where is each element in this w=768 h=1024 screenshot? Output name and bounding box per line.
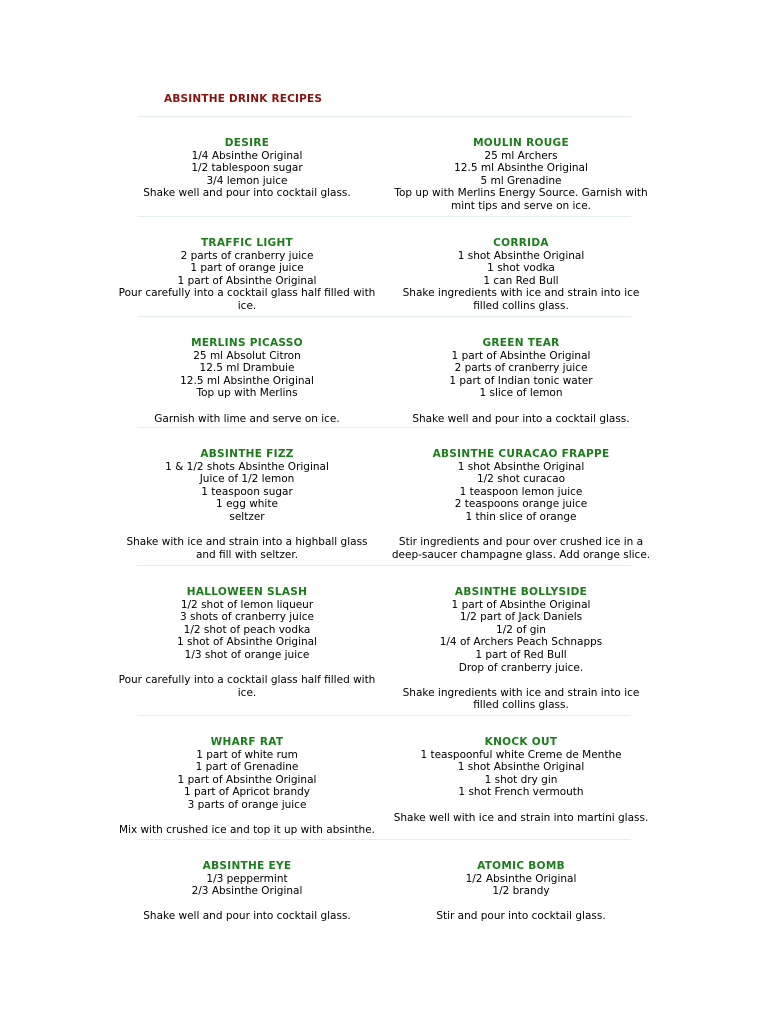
recipe-card bbox=[110, 586, 384, 699]
recipe-card bbox=[384, 586, 658, 712]
recipe-line: Top up with Merlins Energy Source. Garnish with bbox=[394, 187, 648, 200]
recipe-line: Top up with Merlins bbox=[196, 387, 298, 400]
recipe-line: Garnish with lime and serve on ice. bbox=[154, 412, 340, 425]
row-divider bbox=[137, 316, 631, 317]
recipe-line: 25 ml Archers bbox=[484, 149, 558, 162]
recipe-line: 1 shot vodka bbox=[487, 262, 555, 275]
recipe-card bbox=[110, 137, 384, 200]
recipe-line: filled collins glass. bbox=[473, 699, 569, 712]
recipe-line: Mix with crushed ice and top it up with absinthe. bbox=[119, 824, 375, 837]
recipe-name: ABSINTHE EYE bbox=[202, 860, 292, 872]
recipe-name: ABSINTHE FIZZ bbox=[200, 448, 294, 460]
recipe-line: 1 teaspoonful white Creme de Menthe bbox=[420, 748, 622, 761]
row-divider bbox=[137, 427, 631, 428]
spacer bbox=[110, 898, 384, 911]
recipe-card bbox=[384, 337, 658, 425]
spacer bbox=[384, 898, 658, 911]
row-divider bbox=[137, 216, 631, 217]
recipe-name: MOULIN ROUGE bbox=[473, 137, 569, 149]
recipe-line: 3 parts of orange juice bbox=[187, 798, 307, 811]
recipe-line: 25 ml Absolut Citron bbox=[193, 349, 301, 362]
recipe-line: 1 part of Indian tonic water bbox=[449, 374, 593, 387]
recipe-line: 1 shot French vermouth bbox=[458, 786, 584, 799]
recipe-name: ABSINTHE BOLLYSIDE bbox=[454, 586, 588, 598]
recipe-line: deep-saucer champagne glass. Add orange slice. bbox=[391, 548, 651, 561]
recipe-name: DESIRE bbox=[224, 137, 270, 149]
recipe-line: 1/2 shot curacao bbox=[476, 473, 566, 486]
recipe-card bbox=[384, 736, 658, 824]
recipe-name: ABSINTHE CURACAO FRAPPE bbox=[432, 448, 610, 460]
recipe-line: Shake well and pour into a cocktail glass. bbox=[412, 412, 630, 425]
recipe-line: 12.5 ml Absinthe Original bbox=[180, 374, 314, 387]
recipe-line: 1 part of Grenadine bbox=[195, 761, 299, 774]
recipe-name: WHARF RAT bbox=[210, 736, 284, 748]
recipe-line: mint tips and serve on ice. bbox=[450, 199, 592, 212]
recipe-card bbox=[110, 337, 384, 425]
recipe-line: 1/2 Absinthe Original bbox=[465, 872, 577, 885]
recipe-line: ice. bbox=[237, 686, 257, 699]
spacer bbox=[110, 812, 384, 825]
recipe-line: 2/3 Absinthe Original bbox=[191, 885, 303, 898]
recipe-line: 2 parts of cranberry juice bbox=[180, 249, 314, 262]
recipe-line: 1 teaspoon lemon juice bbox=[459, 485, 583, 498]
recipe-line: Pour carefully into a cocktail glass half filled with bbox=[118, 674, 376, 687]
recipe-line: Juice of 1/2 lemon bbox=[199, 473, 295, 486]
recipe-line: 1 part of Absinthe Original bbox=[177, 773, 317, 786]
recipe-line: 1 & 1/2 shots Absinthe Original bbox=[165, 460, 329, 473]
recipe-line: 5 ml Grenadine bbox=[480, 174, 562, 187]
recipe-line: Shake ingredients with ice and strain into ice bbox=[402, 686, 640, 699]
recipe-card bbox=[384, 137, 658, 213]
recipe-line: Stir ingredients and pour over crushed ice in a bbox=[398, 536, 644, 549]
recipe-line: filled collins glass. bbox=[473, 299, 569, 312]
recipe-name: TRAFFIC LIGHT bbox=[200, 237, 294, 249]
recipe-line: 1 shot Absinthe Original bbox=[457, 460, 585, 473]
recipe-card bbox=[110, 860, 384, 923]
recipe-line: 2 parts of cranberry juice bbox=[454, 362, 588, 375]
recipe-line: Shake ingredients with ice and strain into ice bbox=[402, 287, 640, 300]
recipe-name: ATOMIC BOMB bbox=[477, 860, 565, 872]
recipe-card bbox=[110, 736, 384, 837]
recipe-card bbox=[384, 237, 658, 313]
row-divider bbox=[137, 565, 631, 566]
recipe-line: 1 slice of lemon bbox=[479, 387, 563, 400]
row-divider bbox=[137, 116, 631, 117]
recipe-line: 1/4 of Archers Peach Schnapps bbox=[439, 636, 603, 649]
spacer bbox=[110, 524, 384, 537]
recipe-line: 1 part of white rum bbox=[196, 748, 298, 761]
recipe-line: 1 shot Absinthe Original bbox=[457, 249, 585, 262]
row-divider bbox=[137, 839, 631, 840]
recipe-line: 1/3 peppermint bbox=[206, 872, 288, 885]
recipe-line: seltzer bbox=[229, 510, 265, 523]
recipe-card bbox=[110, 448, 384, 561]
recipe-line: 1 shot Absinthe Original bbox=[457, 761, 585, 774]
page-title: ABSINTHE DRINK RECIPES bbox=[164, 93, 323, 105]
recipe-line: Drop of cranberry juice. bbox=[458, 661, 584, 674]
spacer bbox=[384, 400, 658, 413]
recipe-name: KNOCK OUT bbox=[484, 736, 558, 748]
recipe-line: Shake with ice and strain into a highball glass bbox=[126, 536, 368, 549]
recipe-card bbox=[384, 860, 658, 923]
recipe-line: 1/2 shot of lemon liqueur bbox=[180, 598, 314, 611]
recipe-line: 1/3 shot of orange juice bbox=[184, 648, 310, 661]
recipe-name: CORRIDA bbox=[493, 237, 549, 249]
recipe-line: 3/4 lemon juice bbox=[206, 174, 288, 187]
recipe-line: 1/2 tablespoon sugar bbox=[191, 162, 303, 175]
spacer bbox=[110, 400, 384, 413]
spacer bbox=[384, 674, 658, 687]
recipe-line: 1 part of orange juice bbox=[190, 262, 304, 275]
row-divider bbox=[137, 715, 631, 716]
recipe-name: MERLINS PICASSO bbox=[191, 337, 303, 349]
recipe-line: 1/2 brandy bbox=[492, 885, 550, 898]
recipe-line: Pour carefully into a cocktail glass half filled with bbox=[118, 287, 376, 300]
recipe-line: 1 part of Apricot brandy bbox=[183, 786, 311, 799]
recipe-line: ice. bbox=[237, 299, 257, 312]
spacer bbox=[384, 524, 658, 537]
recipe-line: 1/4 Absinthe Original bbox=[191, 149, 303, 162]
spacer bbox=[110, 662, 384, 675]
recipe-line: and fill with seltzer. bbox=[195, 548, 299, 561]
recipe-line: 1 shot of Absinthe Original bbox=[176, 636, 318, 649]
recipe-line: 1 teaspoon sugar bbox=[201, 485, 293, 498]
recipe-line: 1 shot dry gin bbox=[484, 773, 558, 786]
recipe-line: 1 egg white bbox=[216, 498, 278, 511]
recipe-line: 1/2 of gin bbox=[496, 623, 546, 636]
spacer bbox=[384, 799, 658, 812]
recipe-line: 1 part of Absinthe Original bbox=[451, 598, 591, 611]
recipe-line: 12.5 ml Drambuie bbox=[199, 362, 295, 375]
recipe-line: Stir and pour into cocktail glass. bbox=[436, 910, 606, 923]
recipe-line: 1/2 part of Jack Daniels bbox=[459, 611, 583, 624]
recipe-line: 12.5 ml Absinthe Original bbox=[454, 162, 588, 175]
recipe-line: Shake well and pour into cocktail glass. bbox=[143, 187, 351, 200]
recipe-line: Shake well and pour into cocktail glass. bbox=[143, 910, 351, 923]
recipe-line: 1 part of Absinthe Original bbox=[451, 349, 591, 362]
recipe-line: Shake well with ice and strain into martini glass. bbox=[393, 811, 649, 824]
recipe-line: 1 thin slice of orange bbox=[465, 510, 577, 523]
recipe-name: HALLOWEEN SLASH bbox=[186, 586, 308, 598]
recipe-card bbox=[110, 237, 384, 313]
recipe-name: GREEN TEAR bbox=[482, 337, 560, 349]
recipe-card bbox=[384, 448, 658, 561]
recipe-line: 1 can Red Bull bbox=[483, 274, 559, 287]
recipe-line: 1 part of Absinthe Original bbox=[177, 274, 317, 287]
recipe-line: 2 teaspoons orange juice bbox=[454, 498, 588, 511]
recipe-line: 1/2 shot of peach vodka bbox=[183, 623, 311, 636]
recipe-line: 1 part of Red Bull bbox=[475, 648, 567, 661]
recipe-line: 3 shots of cranberry juice bbox=[180, 611, 314, 624]
